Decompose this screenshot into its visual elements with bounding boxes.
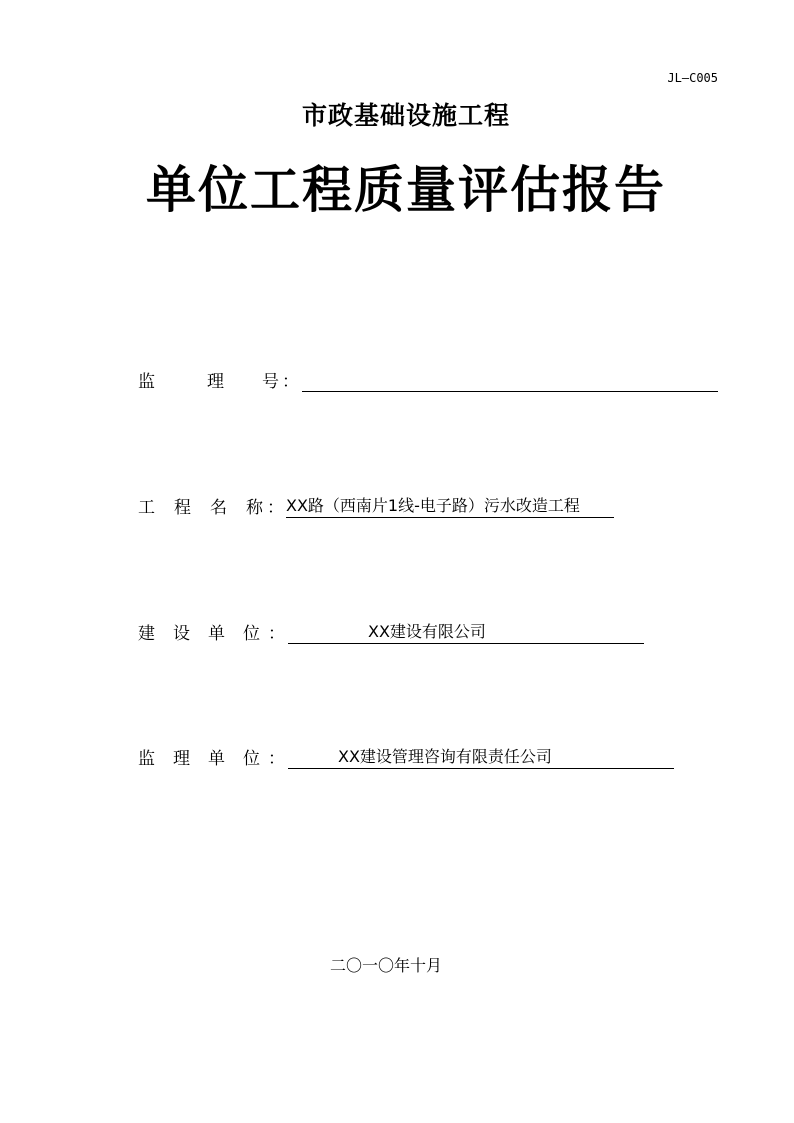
supervision-number-value [302, 369, 718, 392]
supervision-unit-value: XX建设管理咨询有限责任公司 [288, 746, 674, 769]
project-name-label: 工 程 名 称 ： [138, 498, 284, 518]
project-name-value: XX路（西南片1线-电子路）污水改造工程 [286, 495, 614, 518]
project-name-field [138, 494, 614, 518]
supervision-number-field [138, 368, 718, 392]
document-title: 单位工程质量评估报告 [146, 161, 666, 219]
construction-unit-field [138, 620, 644, 644]
document-subtitle: 市政基础设施工程 [301, 101, 510, 130]
construction-unit-label: 建 设 单 位 ： [138, 624, 285, 644]
document-code: JL—C005 [667, 71, 718, 85]
document-date: 二〇一〇年十月 [330, 956, 443, 975]
supervision-unit-label: 监 理 单 位 ： [138, 749, 285, 769]
supervision-number-label: 监 理 号 ： [138, 372, 299, 392]
supervision-unit-field [138, 745, 674, 769]
construction-unit-value: XX建设有限公司 [288, 621, 644, 644]
